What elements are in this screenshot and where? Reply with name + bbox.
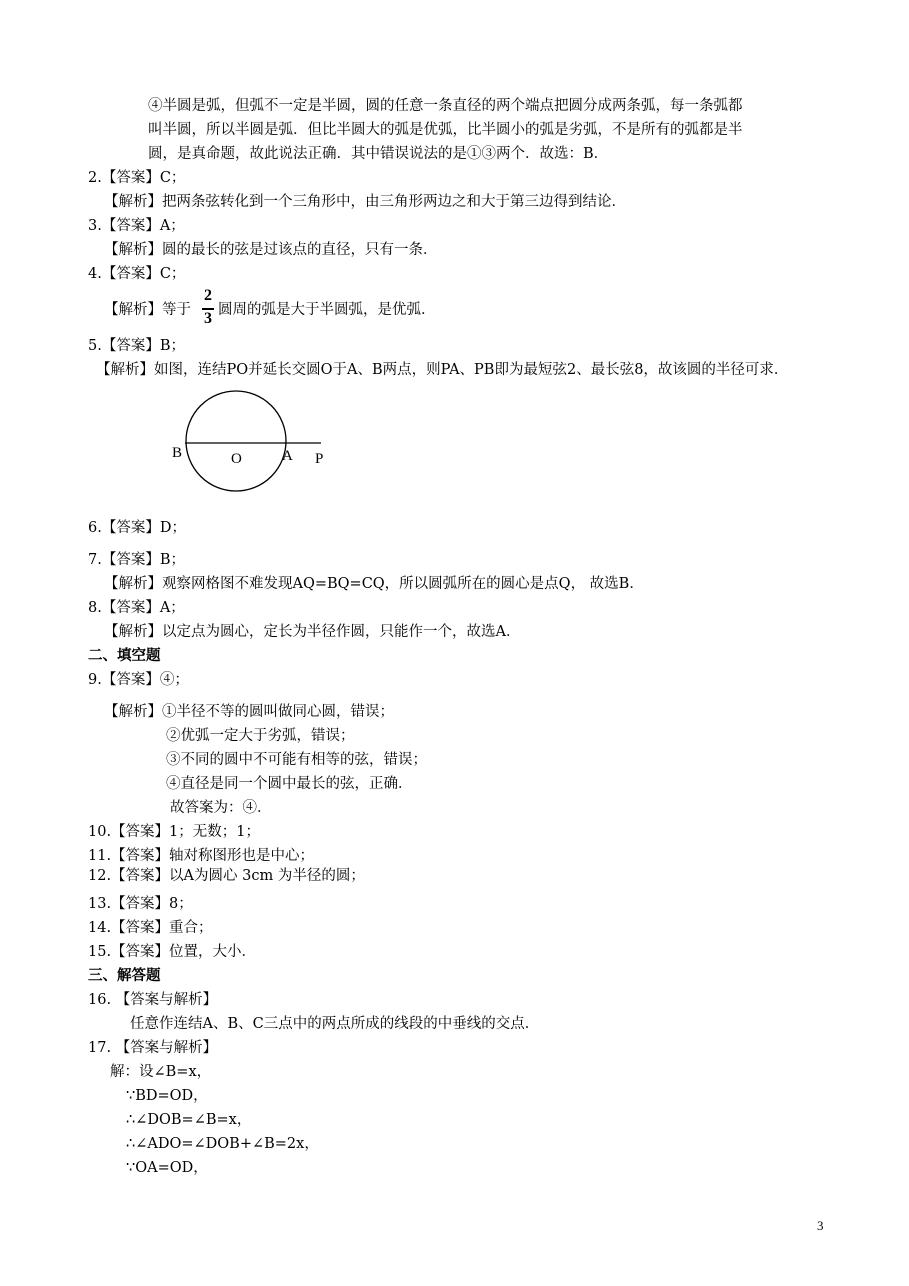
text-line-l17: 二、填空题: [88, 647, 161, 664]
text-line-l02: 叫半圆，所以半圆是弧．但比半圆大的弧是优弧，比半圆小的弧是劣弧，不是所有的弧都是半: [148, 122, 743, 138]
text-line-l30: 三、解答题: [88, 967, 161, 984]
label-p: P: [315, 451, 324, 467]
text-line-l34: 解：设∠B=x，: [110, 1064, 212, 1080]
label-a: A: [282, 448, 293, 464]
text-line-l33: 17. 【答案与解析】: [88, 1040, 218, 1056]
text-line-l07: 【解析】圆的最长的弦是过该点的直径，只有一条．: [104, 242, 438, 258]
text-line-l26: 12.【答案】以A为圆心 3cm 为半径的圆；: [88, 868, 365, 884]
text-line-l08: 4.【答案】C；: [88, 266, 186, 282]
text-line-l36: ∴∠DOB=∠B=x，: [126, 1112, 252, 1128]
text-line-l37: ∴∠ADO=∠DOB+∠B=2x，: [126, 1136, 319, 1152]
text-line-l25: 11.【答案】轴对称图形也是中心；: [88, 848, 315, 864]
text-line-l11: 【解析】如图，连结PO并延长交圆O于A、B两点，则PA、PB即为最短弦2、最长弦8，故该圆的半径可求．: [96, 362, 789, 378]
text-line-l24: 10.【答案】1；无数；1；: [88, 824, 261, 840]
text-line-l22: ④直径是同一个圆中最长的弦，正确．: [166, 776, 413, 792]
label-o: O: [231, 451, 242, 467]
text-line-l14: 【解析】观察网格图不难发现AQ=BQ=CQ，所以圆弧所在的圆心是点Q， 故选B．: [104, 576, 644, 592]
text-line-l27: 13.【答案】8；: [88, 896, 193, 912]
text-line-l15: 8.【答案】A；: [88, 600, 185, 616]
text-line-l01: ④半圆是弧，但弧不一定是半圆，圆的任意一条直径的两个端点把圆分成两条弧，每一条弧都: [148, 98, 743, 114]
text-line-l16: 【解析】以定点为圆心，定长为半径作圆，只能作一个，故选A．: [104, 624, 521, 640]
text-line-l21: ③不同的圆中不可能有相等的弦，错误；: [166, 752, 427, 768]
text-line-l31: 16. 【答案与解析】: [88, 992, 218, 1008]
text-line-l05: 【解析】把两条弦转化到一个三角形中，由三角形两边之和大于第三边得到结论．: [104, 194, 626, 210]
fraction-denominator: 3: [204, 310, 212, 327]
text-line-l19: 【解析】①半径不等的圆叫做同心圆，错误；: [104, 704, 394, 720]
text-line-l18: 9.【答案】④；: [88, 672, 189, 688]
text-line-l06: 3.【答案】A；: [88, 218, 185, 234]
text-line-l38: ∵OA=OD，: [126, 1160, 208, 1176]
text-line-l35: ∵BD=OD，: [126, 1088, 208, 1104]
text-line-l10: 5.【答案】B；: [88, 338, 185, 354]
text-line-l32: 任意作连结A、B、C三点中的两点所成的线段的中垂线的交点．: [130, 1016, 540, 1032]
fraction-numerator: 2: [204, 287, 212, 304]
text-line-l28: 14.【答案】重合；: [88, 920, 213, 936]
text-line-l12: 6.【答案】D；: [88, 520, 186, 536]
text-line-l04: 2.【答案】C；: [88, 170, 186, 186]
page-number: 3: [817, 1218, 824, 1233]
text-line-l09a: 【解析】等于: [104, 302, 191, 318]
text-line-l29: 15.【答案】位置，大小．: [88, 944, 257, 960]
label-b: B: [172, 445, 183, 461]
text-line-l13: 7.【答案】B；: [88, 552, 185, 568]
circle-diagram: [165, 385, 335, 500]
circle-o: [186, 391, 286, 491]
text-line-l09b: 圆周的弧是大于半圆弧，是优弧．: [218, 302, 436, 318]
text-line-l20: ②优弧一定大于劣弧，错误；: [166, 728, 355, 744]
text-line-l03: 圆，是真命题，故此说法正确．其中错误说法的是①③两个．故选：B．: [148, 146, 609, 162]
text-line-l23: 故答案为：④．: [170, 800, 272, 816]
